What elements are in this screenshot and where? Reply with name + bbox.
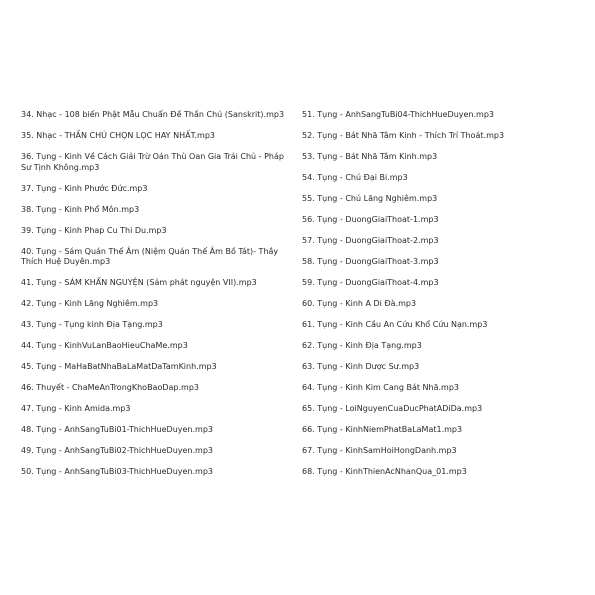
track-item: 61. Tụng - Kinh Cầu An Cứu Khổ Cứu Nạn.mp3: [302, 320, 488, 329]
track-item: 51. Tụng - AnhSangTuBi04-ThichHueDuyen.mp3: [302, 110, 494, 119]
track-list-right: [302, 110, 572, 488]
track-item: 60. Tụng - Kinh A Di Đà.mp3: [302, 299, 417, 308]
track-list-left: [21, 110, 289, 488]
track-item: 40. Tụng - Sám Quán Thế Âm (Niệm Quán Thế Âm Bồ Tát)- Thầy Thích Huệ Duyên.mp3: [21, 246, 279, 266]
track-item: 56. Tụng - DuongGiaiThoat-1.mp3: [302, 215, 439, 224]
track-item: 67. Tụng - KinhSamHoiHongDanh.mp3: [302, 446, 457, 455]
track-item: 65. Tụng - LoiNguyenCuaDucPhatADiDa.mp3: [302, 404, 483, 413]
track-item: 53. Tụng - Bát Nhã Tâm Kinh.mp3: [302, 152, 438, 161]
track-item: 52. Tụng - Bát Nhã Tâm Kinh - Thích Trí Thoát.mp3: [302, 131, 505, 140]
track-item: 54. Tụng - Chú Đại Bi.mp3: [302, 173, 408, 182]
track-item: 35. Nhạc - THẦN CHÚ CHỌN LỌC HAY NHẤT.mp3: [21, 131, 216, 140]
track-item: 37. Tụng - Kinh Phước Đức.mp3: [21, 183, 148, 193]
track-item: 42. Tụng - Kinh Lăng Nghiêm.mp3: [21, 299, 159, 308]
track-item: 49. Tụng - AnhSangTuBi02-ThichHueDuyen.mp3: [21, 446, 213, 455]
track-item: 38. Tụng - Kinh Phổ Môn.mp3: [21, 204, 140, 214]
track-item: 59. Tụng - DuongGiaiThoat-4.mp3: [302, 278, 439, 287]
track-item: 44. Tụng - KinhVuLanBaoHieuChaMe.mp3: [21, 341, 188, 350]
track-item: 46. Thuyết - ChaMeAnTrongKhoBaoDap.mp3: [21, 383, 199, 392]
track-item: 50. Tụng - AnhSangTuBi03-ThichHueDuyen.mp3: [21, 467, 213, 476]
track-item: 63. Tụng - Kinh Dược Sư.mp3: [302, 362, 420, 371]
track-item: 55. Tụng - Chú Lăng Nghiêm.mp3: [302, 194, 438, 203]
track-item: 47. Tụng - Kinh Amida.mp3: [21, 404, 131, 413]
track-item: 39. Tụng - Kinh Phap Cu Thi Du.mp3: [21, 225, 167, 235]
track-item: 34. Nhạc - 108 biến Phật Mẫu Chuẩn Đề Thần Chú (Sanskrit).mp3: [21, 110, 285, 119]
track-item: 68. Tụng - KinhThienAcNhanQua_01.mp3: [302, 467, 467, 476]
track-item: 43. Tụng - Tụng kinh Địa Tạng.mp3: [21, 320, 163, 329]
track-item: 57. Tụng - DuongGiaiThoat-2.mp3: [302, 236, 439, 245]
track-item: 36. Tụng - Kinh Về Cách Giải Trừ Oán Thù Oan Gia Trái Chủ - Pháp Sư Tịnh Không.mp3: [21, 152, 284, 172]
track-item: 41. Tụng - SÁM KHẤN NGUYỆN (Sám phát nguyện VII).mp3: [21, 278, 257, 287]
track-item: 48. Tụng - AnhSangTuBi01-ThichHueDuyen.mp3: [21, 425, 213, 434]
track-item: 62. Tụng - Kinh Địa Tạng.mp3: [302, 341, 422, 350]
track-item: 64. Tụng - Kinh Kim Cang Bát Nhã.mp3: [302, 383, 460, 392]
track-item: 45. Tụng - MaHaBatNhaBaLaMatDaTamKinh.mp3: [21, 362, 217, 371]
track-item: 58. Tụng - DuongGiaiThoat-3.mp3: [302, 257, 439, 266]
track-item: 66. Tụng - KinhNiemPhatBaLaMat1.mp3: [302, 425, 463, 434]
